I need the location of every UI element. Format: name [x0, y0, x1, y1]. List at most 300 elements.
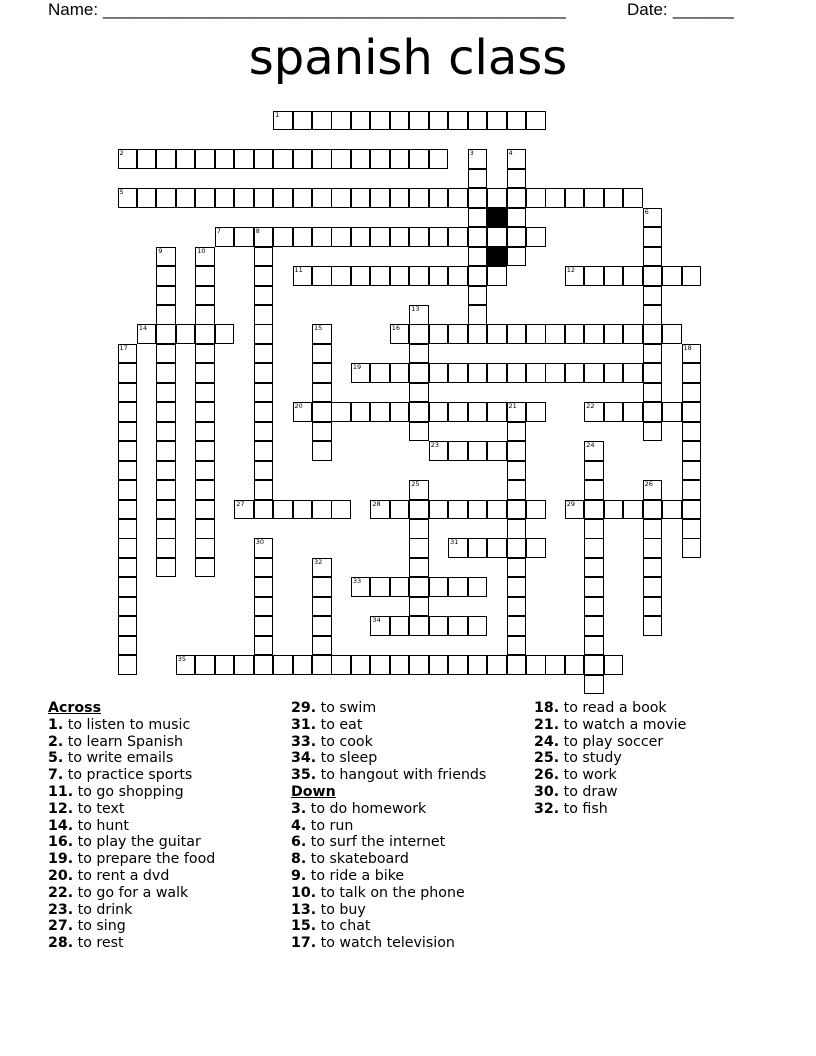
grid-cell[interactable]	[584, 461, 604, 481]
grid-cell[interactable]	[331, 655, 351, 675]
grid-cell[interactable]	[351, 655, 371, 675]
grid-cell[interactable]	[584, 324, 604, 344]
grid-cell[interactable]	[682, 422, 702, 442]
grid-cell[interactable]	[254, 286, 274, 306]
grid-cell[interactable]	[507, 441, 527, 461]
grid-cell[interactable]	[565, 188, 585, 208]
grid-cell[interactable]	[662, 500, 682, 520]
grid-cell[interactable]	[370, 616, 390, 636]
grid-cell[interactable]	[215, 227, 235, 247]
grid-cell[interactable]	[604, 402, 624, 422]
grid-cell[interactable]	[331, 111, 351, 131]
grid-cell[interactable]	[623, 266, 643, 286]
grid-cell[interactable]	[312, 441, 332, 461]
grid-cell[interactable]	[643, 266, 663, 286]
grid-cell[interactable]	[118, 636, 138, 656]
grid-cell[interactable]	[156, 149, 176, 169]
grid-cell[interactable]	[156, 500, 176, 520]
grid-cell[interactable]	[312, 188, 332, 208]
grid-cell[interactable]	[487, 111, 507, 131]
grid-cell[interactable]	[331, 266, 351, 286]
grid-cell[interactable]	[118, 538, 138, 558]
grid-cell[interactable]	[643, 324, 663, 344]
grid-cell[interactable]	[643, 480, 663, 500]
grid-cell[interactable]	[584, 266, 604, 286]
grid-cell[interactable]	[507, 363, 527, 383]
grid-cell[interactable]	[254, 324, 274, 344]
grid-cell[interactable]	[507, 402, 527, 422]
grid-cell[interactable]	[604, 363, 624, 383]
grid-cell[interactable]	[312, 383, 332, 403]
grid-cell[interactable]	[390, 500, 410, 520]
grid-cell[interactable]	[682, 383, 702, 403]
grid-cell[interactable]	[682, 441, 702, 461]
grid-cell[interactable]	[584, 636, 604, 656]
grid-cell[interactable]	[604, 188, 624, 208]
grid-cell[interactable]	[195, 383, 215, 403]
grid-cell[interactable]	[429, 402, 449, 422]
grid-cell[interactable]	[526, 111, 546, 131]
grid-cell[interactable]	[584, 480, 604, 500]
grid-cell[interactable]	[565, 363, 585, 383]
grid-cell[interactable]	[429, 441, 449, 461]
grid-cell[interactable]	[156, 305, 176, 325]
grid-cell[interactable]	[507, 655, 527, 675]
name-field-line[interactable]: ______________________________________________________	[103, 0, 565, 19]
grid-cell[interactable]	[312, 577, 332, 597]
grid-cell[interactable]	[390, 324, 410, 344]
grid-cell[interactable]	[118, 519, 138, 539]
grid-cell[interactable]	[254, 227, 274, 247]
grid-cell[interactable]	[312, 344, 332, 364]
grid-cell[interactable]	[331, 227, 351, 247]
grid-cell[interactable]	[682, 480, 702, 500]
grid-cell[interactable]	[118, 188, 138, 208]
grid-cell[interactable]	[156, 441, 176, 461]
grid-cell[interactable]	[254, 655, 274, 675]
grid-cell[interactable]	[643, 208, 663, 228]
grid-cell[interactable]	[312, 500, 332, 520]
grid-cell[interactable]	[156, 188, 176, 208]
grid-cell[interactable]	[118, 363, 138, 383]
grid-cell[interactable]	[118, 480, 138, 500]
grid-cell[interactable]	[409, 519, 429, 539]
grid-cell[interactable]	[215, 324, 235, 344]
grid-cell[interactable]	[429, 266, 449, 286]
grid-cell[interactable]	[195, 461, 215, 481]
grid-cell[interactable]	[468, 305, 488, 325]
grid-cell[interactable]	[448, 227, 468, 247]
grid-cell[interactable]	[643, 577, 663, 597]
grid-cell[interactable]	[176, 188, 196, 208]
grid-cell[interactable]	[370, 227, 390, 247]
grid-cell[interactable]	[254, 305, 274, 325]
grid-cell[interactable]	[448, 441, 468, 461]
grid-cell[interactable]	[254, 247, 274, 267]
grid-cell[interactable]	[118, 558, 138, 578]
grid-cell[interactable]	[448, 655, 468, 675]
grid-cell[interactable]	[195, 538, 215, 558]
grid-cell[interactable]	[526, 324, 546, 344]
grid-cell[interactable]	[409, 188, 429, 208]
grid-cell[interactable]	[526, 188, 546, 208]
grid-cell[interactable]	[604, 266, 624, 286]
grid-cell[interactable]	[507, 500, 527, 520]
grid-cell[interactable]	[507, 208, 527, 228]
grid-cell[interactable]	[584, 675, 604, 695]
grid-cell[interactable]	[584, 577, 604, 597]
grid-cell[interactable]	[195, 247, 215, 267]
grid-cell[interactable]	[254, 266, 274, 286]
grid-cell[interactable]	[448, 402, 468, 422]
grid-cell[interactable]	[409, 149, 429, 169]
grid-cell[interactable]	[682, 500, 702, 520]
grid-cell[interactable]	[312, 363, 332, 383]
grid-cell[interactable]	[176, 655, 196, 675]
grid-cell[interactable]	[156, 344, 176, 364]
grid-cell[interactable]	[643, 286, 663, 306]
grid-cell[interactable]	[623, 402, 643, 422]
grid-cell[interactable]	[507, 227, 527, 247]
grid-cell[interactable]	[604, 500, 624, 520]
grid-cell[interactable]	[370, 363, 390, 383]
grid-cell[interactable]	[643, 500, 663, 520]
grid-cell[interactable]	[468, 266, 488, 286]
grid-cell[interactable]	[604, 324, 624, 344]
grid-cell[interactable]	[254, 461, 274, 481]
grid-cell[interactable]	[623, 500, 643, 520]
grid-cell[interactable]	[584, 538, 604, 558]
grid-cell[interactable]	[468, 441, 488, 461]
grid-cell[interactable]	[507, 169, 527, 189]
grid-cell[interactable]	[312, 402, 332, 422]
grid-cell[interactable]	[623, 363, 643, 383]
grid-cell[interactable]	[293, 266, 313, 286]
grid-cell[interactable]	[662, 266, 682, 286]
grid-cell[interactable]	[312, 616, 332, 636]
grid-cell[interactable]	[526, 655, 546, 675]
grid-cell[interactable]	[545, 188, 565, 208]
grid-cell[interactable]	[409, 344, 429, 364]
grid-cell[interactable]	[118, 149, 138, 169]
grid-cell[interactable]	[448, 538, 468, 558]
grid-cell[interactable]	[351, 149, 371, 169]
grid-cell[interactable]	[468, 111, 488, 131]
grid-cell[interactable]	[254, 636, 274, 656]
grid-cell[interactable]	[293, 500, 313, 520]
grid-cell[interactable]	[409, 558, 429, 578]
grid-cell[interactable]	[195, 286, 215, 306]
grid-cell[interactable]	[643, 344, 663, 364]
grid-cell[interactable]	[487, 441, 507, 461]
grid-cell[interactable]	[234, 500, 254, 520]
grid-cell[interactable]	[409, 500, 429, 520]
grid-cell[interactable]	[273, 500, 293, 520]
grid-cell[interactable]	[468, 324, 488, 344]
grid-cell[interactable]	[682, 461, 702, 481]
grid-cell[interactable]	[312, 227, 332, 247]
grid-cell[interactable]	[429, 111, 449, 131]
grid-cell[interactable]	[156, 461, 176, 481]
grid-cell[interactable]	[273, 149, 293, 169]
grid-cell[interactable]	[409, 383, 429, 403]
grid-cell[interactable]	[409, 422, 429, 442]
grid-cell[interactable]	[623, 324, 643, 344]
grid-cell[interactable]	[331, 500, 351, 520]
grid-cell[interactable]	[429, 227, 449, 247]
grid-cell[interactable]	[370, 111, 390, 131]
grid-cell[interactable]	[507, 636, 527, 656]
grid-cell[interactable]	[507, 480, 527, 500]
grid-cell[interactable]	[156, 266, 176, 286]
grid-cell[interactable]	[409, 577, 429, 597]
grid-cell[interactable]	[429, 149, 449, 169]
grid-cell[interactable]	[409, 597, 429, 617]
grid-cell[interactable]	[273, 111, 293, 131]
grid-cell[interactable]	[487, 324, 507, 344]
grid-cell[interactable]	[293, 111, 313, 131]
grid-cell[interactable]	[156, 422, 176, 442]
grid-cell[interactable]	[643, 616, 663, 636]
grid-cell[interactable]	[312, 597, 332, 617]
grid-cell[interactable]	[448, 577, 468, 597]
grid-cell[interactable]	[409, 402, 429, 422]
grid-cell[interactable]	[429, 577, 449, 597]
grid-cell[interactable]	[468, 208, 488, 228]
grid-cell[interactable]	[682, 266, 702, 286]
grid-cell[interactable]	[643, 383, 663, 403]
grid-cell[interactable]	[507, 616, 527, 636]
grid-cell[interactable]	[176, 324, 196, 344]
grid-cell[interactable]	[370, 188, 390, 208]
grid-cell[interactable]	[370, 266, 390, 286]
grid-cell[interactable]	[584, 558, 604, 578]
grid-cell[interactable]	[312, 324, 332, 344]
grid-cell[interactable]	[254, 402, 274, 422]
grid-cell[interactable]	[156, 383, 176, 403]
grid-cell[interactable]	[682, 538, 702, 558]
grid-cell[interactable]	[195, 188, 215, 208]
grid-cell[interactable]	[312, 111, 332, 131]
grid-cell[interactable]	[273, 655, 293, 675]
grid-cell[interactable]	[448, 324, 468, 344]
grid-cell[interactable]	[468, 188, 488, 208]
grid-cell[interactable]	[312, 149, 332, 169]
grid-cell[interactable]	[312, 422, 332, 442]
grid-cell[interactable]	[682, 519, 702, 539]
grid-cell[interactable]	[293, 402, 313, 422]
grid-cell[interactable]	[487, 363, 507, 383]
grid-cell[interactable]	[234, 227, 254, 247]
grid-cell[interactable]	[565, 500, 585, 520]
grid-cell[interactable]	[254, 422, 274, 442]
grid-cell[interactable]	[468, 169, 488, 189]
grid-cell[interactable]	[156, 538, 176, 558]
grid-cell[interactable]	[195, 324, 215, 344]
grid-cell[interactable]	[234, 149, 254, 169]
grid-cell[interactable]	[584, 616, 604, 636]
grid-cell[interactable]	[137, 188, 157, 208]
grid-cell[interactable]	[662, 324, 682, 344]
grid-cell[interactable]	[195, 305, 215, 325]
grid-cell[interactable]	[390, 655, 410, 675]
grid-cell[interactable]	[234, 655, 254, 675]
grid-cell[interactable]	[293, 149, 313, 169]
grid-cell[interactable]	[526, 363, 546, 383]
grid-cell[interactable]	[370, 500, 390, 520]
grid-cell[interactable]	[331, 188, 351, 208]
grid-cell[interactable]	[643, 363, 663, 383]
grid-cell[interactable]	[545, 655, 565, 675]
grid-cell[interactable]	[293, 655, 313, 675]
grid-cell[interactable]	[195, 480, 215, 500]
grid-cell[interactable]	[254, 149, 274, 169]
grid-cell[interactable]	[351, 227, 371, 247]
grid-cell[interactable]	[137, 324, 157, 344]
grid-cell[interactable]	[370, 149, 390, 169]
grid-cell[interactable]	[137, 149, 157, 169]
grid-cell[interactable]	[643, 558, 663, 578]
grid-cell[interactable]	[156, 519, 176, 539]
grid-cell[interactable]	[312, 655, 332, 675]
grid-cell[interactable]	[215, 655, 235, 675]
grid-cell[interactable]	[390, 577, 410, 597]
grid-cell[interactable]	[643, 227, 663, 247]
grid-cell[interactable]	[468, 363, 488, 383]
grid-cell[interactable]	[351, 402, 371, 422]
grid-cell[interactable]	[507, 461, 527, 481]
grid-cell[interactable]	[409, 538, 429, 558]
grid-cell[interactable]	[293, 227, 313, 247]
grid-cell[interactable]	[195, 655, 215, 675]
grid-cell[interactable]	[370, 402, 390, 422]
grid-cell[interactable]	[643, 402, 663, 422]
grid-cell[interactable]	[507, 149, 527, 169]
grid-cell[interactable]	[584, 441, 604, 461]
grid-cell[interactable]	[390, 111, 410, 131]
grid-cell[interactable]	[526, 500, 546, 520]
grid-cell[interactable]	[584, 519, 604, 539]
grid-cell[interactable]	[118, 461, 138, 481]
grid-cell[interactable]	[118, 597, 138, 617]
grid-cell[interactable]	[370, 655, 390, 675]
grid-cell[interactable]	[118, 344, 138, 364]
grid-cell[interactable]	[545, 363, 565, 383]
grid-cell[interactable]	[662, 402, 682, 422]
grid-cell[interactable]	[351, 577, 371, 597]
grid-cell[interactable]	[254, 616, 274, 636]
grid-cell[interactable]	[468, 227, 488, 247]
grid-cell[interactable]	[195, 441, 215, 461]
grid-cell[interactable]	[254, 344, 274, 364]
grid-cell[interactable]	[176, 149, 196, 169]
grid-cell[interactable]	[156, 363, 176, 383]
grid-cell[interactable]	[409, 266, 429, 286]
grid-cell[interactable]	[448, 111, 468, 131]
grid-cell[interactable]	[584, 363, 604, 383]
grid-cell[interactable]	[156, 286, 176, 306]
grid-cell[interactable]	[507, 324, 527, 344]
grid-cell[interactable]	[487, 500, 507, 520]
grid-cell[interactable]	[429, 655, 449, 675]
grid-cell[interactable]	[195, 363, 215, 383]
date-field-line[interactable]: _______	[673, 0, 733, 19]
grid-cell[interactable]	[507, 111, 527, 131]
grid-cell[interactable]	[215, 188, 235, 208]
grid-cell[interactable]	[409, 111, 429, 131]
grid-cell[interactable]	[584, 597, 604, 617]
grid-cell[interactable]	[156, 480, 176, 500]
grid-cell[interactable]	[409, 480, 429, 500]
grid-cell[interactable]	[195, 149, 215, 169]
grid-cell[interactable]	[448, 188, 468, 208]
grid-cell[interactable]	[118, 402, 138, 422]
grid-cell[interactable]	[429, 500, 449, 520]
grid-cell[interactable]	[507, 519, 527, 539]
grid-cell[interactable]	[468, 655, 488, 675]
grid-cell[interactable]	[526, 538, 546, 558]
grid-cell[interactable]	[448, 616, 468, 636]
grid-cell[interactable]	[468, 500, 488, 520]
grid-cell[interactable]	[507, 577, 527, 597]
grid-cell[interactable]	[643, 247, 663, 267]
grid-cell[interactable]	[390, 149, 410, 169]
grid-cell[interactable]	[195, 519, 215, 539]
grid-cell[interactable]	[254, 558, 274, 578]
grid-cell[interactable]	[195, 558, 215, 578]
grid-cell[interactable]	[351, 363, 371, 383]
grid-cell[interactable]	[273, 227, 293, 247]
grid-cell[interactable]	[584, 655, 604, 675]
grid-cell[interactable]	[351, 111, 371, 131]
grid-cell[interactable]	[312, 266, 332, 286]
grid-cell[interactable]	[584, 188, 604, 208]
grid-cell[interactable]	[254, 538, 274, 558]
grid-cell[interactable]	[604, 655, 624, 675]
grid-cell[interactable]	[273, 188, 293, 208]
grid-cell[interactable]	[390, 616, 410, 636]
grid-cell[interactable]	[507, 188, 527, 208]
grid-cell[interactable]	[254, 383, 274, 403]
grid-cell[interactable]	[487, 266, 507, 286]
grid-cell[interactable]	[390, 227, 410, 247]
grid-cell[interactable]	[507, 558, 527, 578]
grid-cell[interactable]	[429, 188, 449, 208]
grid-cell[interactable]	[526, 402, 546, 422]
grid-cell[interactable]	[390, 402, 410, 422]
grid-cell[interactable]	[254, 577, 274, 597]
grid-cell[interactable]	[429, 616, 449, 636]
grid-cell[interactable]	[390, 188, 410, 208]
grid-cell[interactable]	[584, 500, 604, 520]
grid-cell[interactable]	[468, 616, 488, 636]
grid-cell[interactable]	[351, 188, 371, 208]
grid-cell[interactable]	[507, 422, 527, 442]
grid-cell[interactable]	[254, 597, 274, 617]
grid-cell[interactable]	[254, 188, 274, 208]
grid-cell[interactable]	[254, 363, 274, 383]
grid-cell[interactable]	[448, 266, 468, 286]
grid-cell[interactable]	[429, 363, 449, 383]
grid-cell[interactable]	[312, 558, 332, 578]
grid-cell[interactable]	[468, 402, 488, 422]
grid-cell[interactable]	[312, 636, 332, 656]
grid-cell[interactable]	[643, 305, 663, 325]
grid-cell[interactable]	[507, 247, 527, 267]
grid-cell[interactable]	[507, 597, 527, 617]
grid-cell[interactable]	[507, 538, 527, 558]
grid-cell[interactable]	[682, 402, 702, 422]
